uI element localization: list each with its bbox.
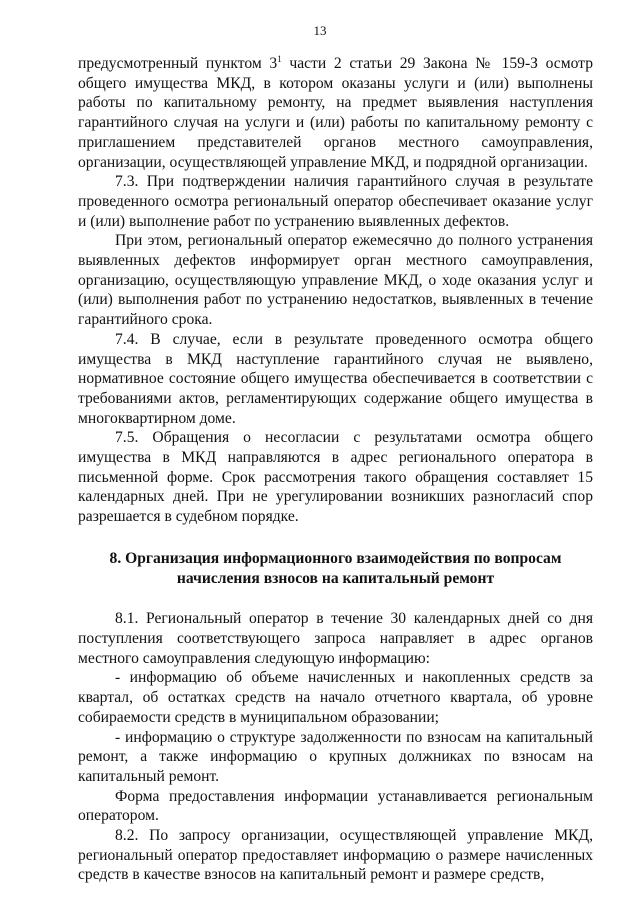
paragraph-7-3-notice: При этом, региональный оператор ежемесячно до полного устранения выявленных дефектов информирует орган местного самоуправления, организацию, осуществляющую управление МКД, о ходе оказания услуг и (или) выполнения работ по устранению недостатков, выявленных в течение гарантийного срока.	[78, 232, 593, 329]
section-heading-line-2: начисления взносов на капитальный ремонт	[176, 569, 495, 587]
list-item-debt-structure: - информацию о структуре задолженности по взносам на капитальный ремонт, а также информацию о крупных должниках по взносам на капитальный ремонт.	[78, 728, 593, 785]
paragraph-8-2: 8.2. По запросу организации, осуществляющей управление МКД, региональный оператор предоставляет информацию о размере начисленных средств в качестве взносов на капитальный ремонт и размере средств,	[78, 827, 593, 884]
paragraph-text: части 2 статьи 29 Закона № 159-З осмотр общего имущества МКД, в котором оказаны услуги и (или) выполнены работы по капитальному ремонту, на предмет выявления наступления гарантийного случая на услуги и (или) работы по капитальному ремонту с приглашением представителей органов местного самоуправления, организации, осуществляющей управление МКД, и подрядной организации.	[78, 55, 593, 171]
list-item-accrued-funds: - информацию об объеме начисленных и накопленных средств за квартал, об остатках средств на начало отчетного квартала, об уровне собираемости средств в муниципальном образовании;	[78, 669, 593, 726]
paragraph-7-5: 7.5. Обращения о несогласии с результатами осмотра общего имущества в МКД направляются в адрес регионального оператора в письменной форме. Срок рассмотрения такого обращения составляет 15 календарных дней. При не урегулировании возникших разногласий спор разрешается в судебном порядке.	[78, 429, 593, 526]
document-body	[78, 54, 593, 885]
paragraph-8-1-form: Форма предоставления информации устанавливается региональным оператором.	[78, 787, 593, 825]
page-number: 13	[313, 23, 327, 38]
paragraph-continuation	[78, 54, 593, 172]
superscript-marker: 1	[277, 53, 282, 64]
paragraph-7-4: 7.4. В случае, если в результате проведенного осмотра общего имущества в МКД наступление гарантийного случая не выявлено, нормативное состояние общего имущества обеспечивается в соответствии с требованиями актов, регламентирующих содержание общего имущества в многоквартирном доме.	[78, 330, 593, 427]
section-8-heading	[78, 549, 593, 588]
paragraph-7-3: 7.3. При подтверждении наличия гарантийного случая в результате проведенного осмотра региональный оператор обеспечивает оказание услуг и (или) выполнение работ по устранению выявленных дефектов.	[78, 173, 593, 230]
paragraph-text: предусмотренный пунктом 3	[78, 55, 278, 72]
paragraph-8-1: 8.1. Региональный оператор в течение 30 календарных дней со дня поступления соответствующего запроса направляет в адрес органов местного самоуправления следующую информацию:	[78, 610, 593, 667]
section-heading-line-1: 8. Организация информационного взаимодействия по вопросам	[109, 549, 562, 567]
